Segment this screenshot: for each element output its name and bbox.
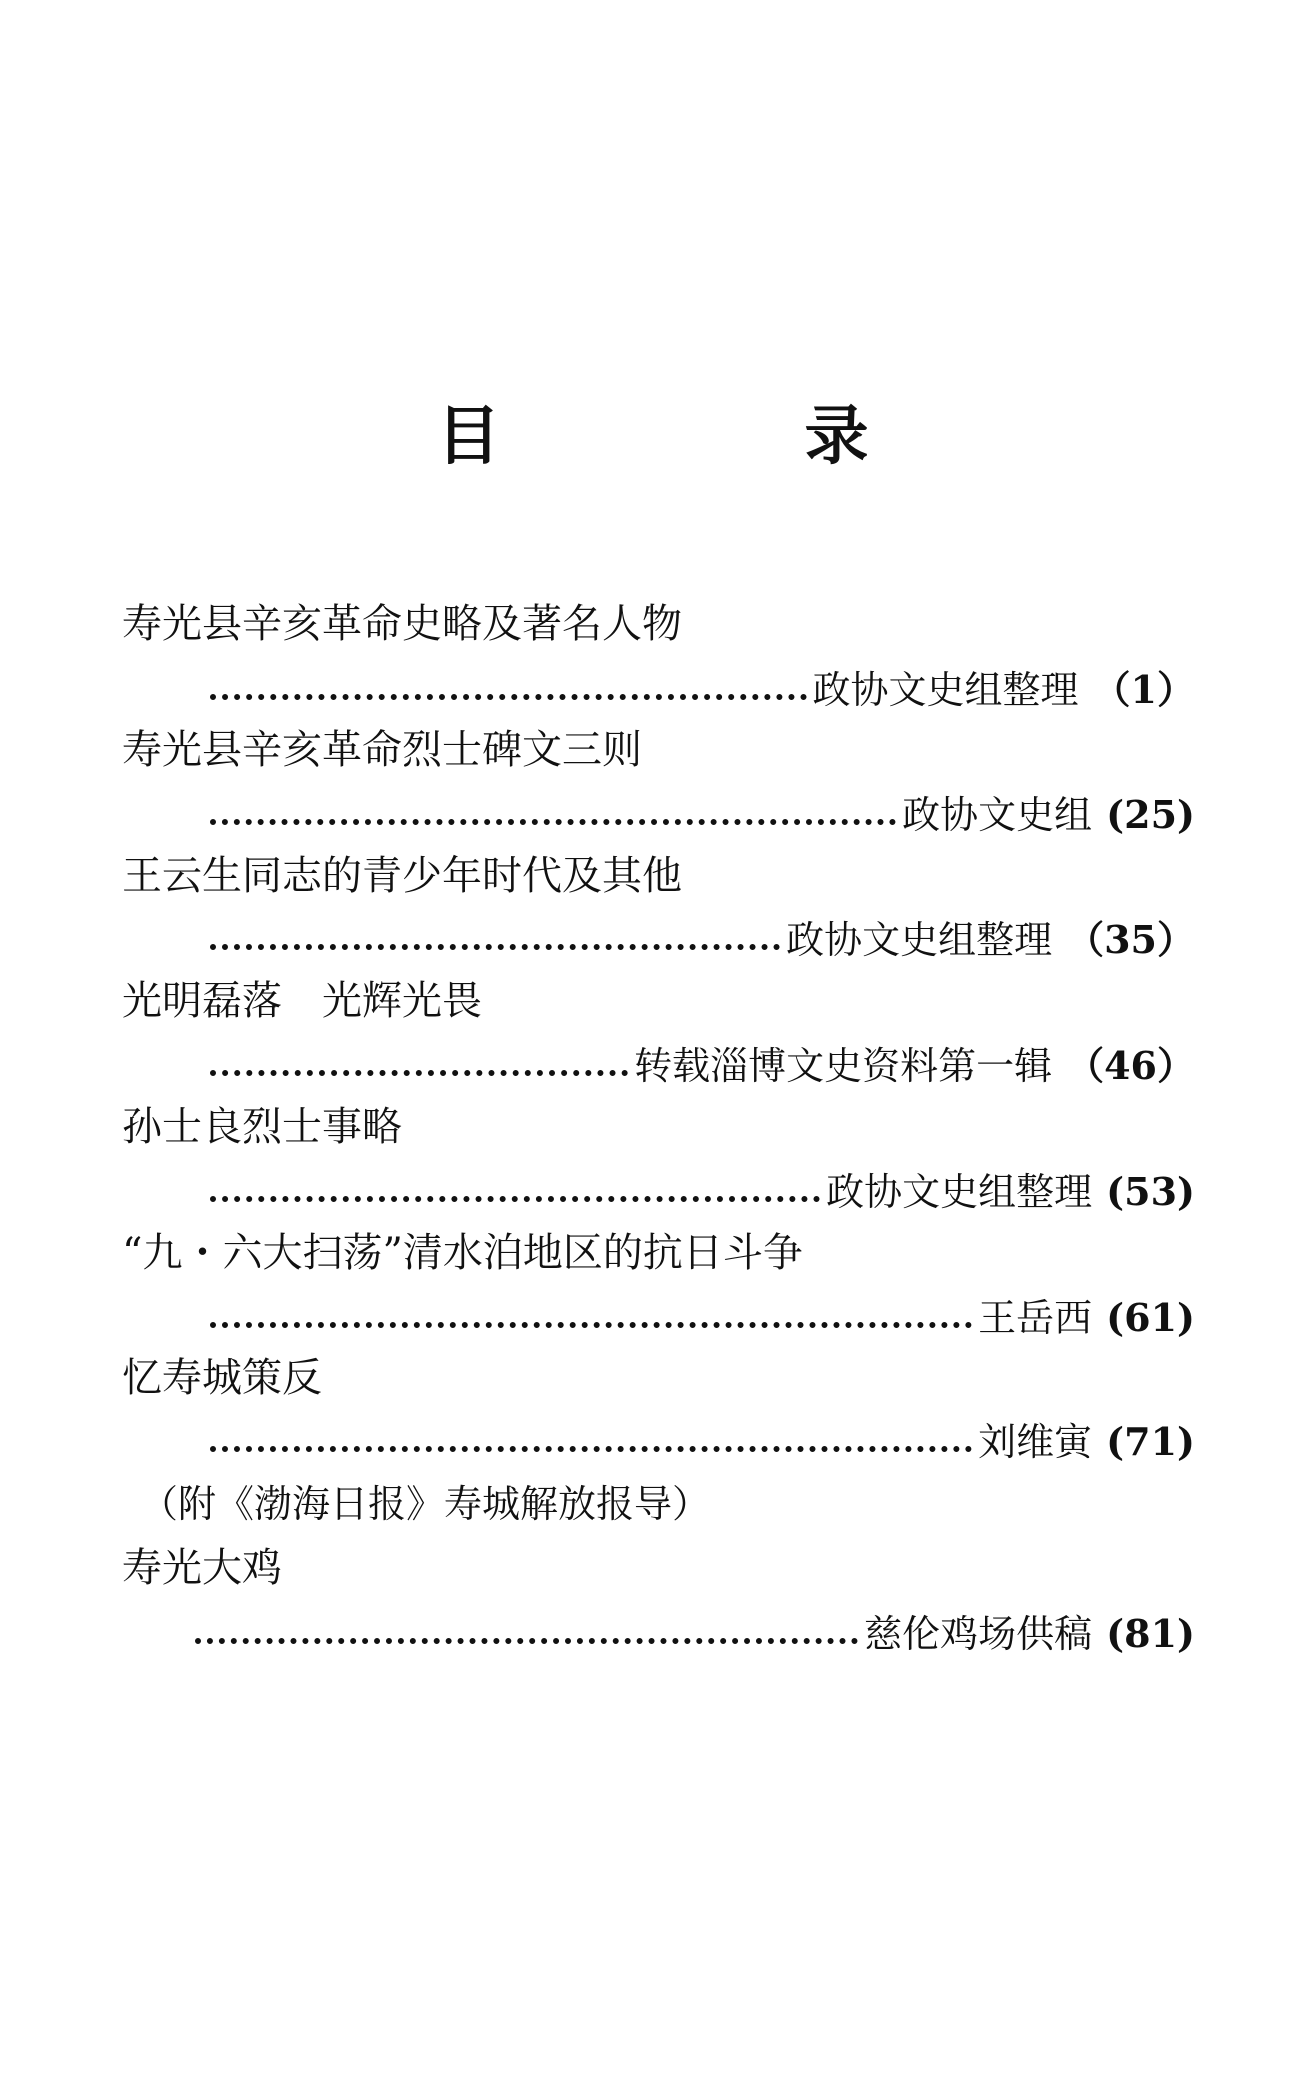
toc-entry-line [210,791,1195,839]
toc-entry-page: (81) [1106,1611,1195,1656]
toc-entry-page: (61) [1106,1295,1195,1340]
toc-entry-source: 政协文史组整理 [786,918,1053,962]
page-title: 目 录 [436,400,989,474]
toc-entry-title: 孙士良烈士事略 [122,1104,402,1150]
toc-entry-source: 王岳西 [978,1296,1093,1340]
toc-entry-line [210,916,1195,964]
dot-leader [195,1638,858,1644]
toc-entry-source: 政协文史组 [902,793,1093,837]
toc-entry-title: 寿光大鸡 [122,1545,282,1591]
toc-entry-title: 寿光县辛亥革命烈士碑文三则 [122,727,642,773]
toc-entry-title: 王云生同志的青少年时代及其他 [122,853,682,899]
toc-entry-title: 寿光县辛亥革命史略及著名人物 [122,601,682,647]
toc-entry-title: 忆寿城策反 [122,1355,322,1401]
toc-entry-title: “九・六大扫荡”清水泊地区的抗日斗争 [122,1230,803,1276]
toc-entry-line [210,1042,1195,1090]
toc-entry-page: （46） [1066,1043,1195,1088]
toc-note: （附《渤海日报》寿城解放报导） [140,1482,711,1526]
toc-entry-source: 慈伦鸡场供稿 [864,1612,1093,1656]
toc-entry-source: 政协文史组整理 [812,668,1079,712]
toc-entry-page: (71) [1106,1419,1195,1464]
toc-entry-line [210,666,1195,714]
toc-entry-source: 转载淄博文史资料第一辑 [634,1044,1053,1088]
dot-leader [210,1070,628,1076]
toc-entry-page: （35） [1066,917,1195,962]
dot-leader [210,819,896,825]
dot-leader [210,1196,820,1202]
toc-entry-page: (25) [1106,792,1195,837]
dot-leader [210,694,807,700]
dot-leader [210,1446,972,1452]
toc-entry-source: 刘维寅 [978,1420,1093,1464]
toc-entry-line [210,1168,1195,1216]
toc-entry-page: (53) [1106,1169,1195,1214]
toc-entry-line [210,1294,1195,1342]
toc-entry-title: 光明磊落 光辉光畏 [122,978,482,1024]
toc-entry-line [210,1418,1195,1466]
dot-leader [210,1322,972,1328]
toc-entry-line [195,1610,1195,1658]
dot-leader [210,944,780,950]
toc-entry-source: 政协文史组整理 [826,1170,1093,1214]
toc-entry-page: （1） [1092,667,1195,712]
